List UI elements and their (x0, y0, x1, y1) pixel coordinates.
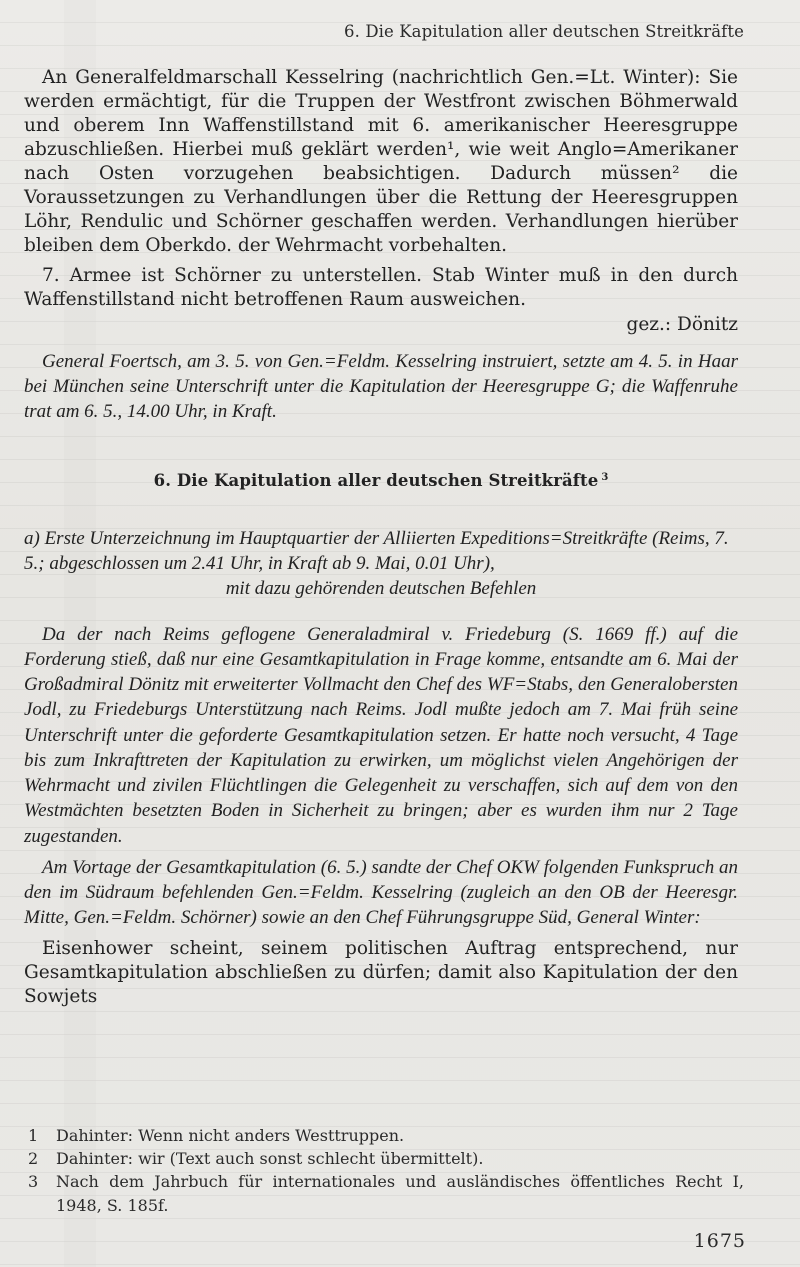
subsection-a-title-part-1: a) Erste Unterzeichnung im Hauptquartier der Alliierten Expeditions=Streitkräfte (Reims, 7. 5.; abgeschlossen um 2.41 Uhr, in Kraft ab 9. Mai, 0.01 Uhr), (24, 527, 729, 575)
page-number: 1675 (693, 1230, 746, 1252)
signature-line: gez.: Dönitz (626, 314, 738, 336)
section-title-footnote-marker: 3 (601, 471, 609, 483)
italic-paragraph-2: Am Vortage der Gesamtkapitulation (6. 5.) sandte der Chef OKW folgenden Funkspruch an den im Südraum befehlenden Gen.=Feldm. Kesselring (zugleich an den OB der Heeresgr. Mitte, Gen.=Feldm. Schörner) sowie an den Chef Führungsgruppe Süd, General Winter: (24, 856, 738, 929)
section-title (24, 470, 738, 491)
section-title-text: 6. Die Kapitulation aller deutschen Streitkräfte (153, 471, 599, 491)
footnote-text: Dahinter: Wenn nicht anders Westtruppen. (56, 1126, 405, 1145)
paragraph-2: 7. Armee ist Schörner zu unterstellen. Stab Winter muß in den durch Waffenstillstand nicht betroffenen Raum ausweichen. (24, 265, 738, 311)
paragraph-1: An Generalfeldmarschall Kesselring (nachrichtlich Gen.=Lt. Winter): Sie werden ermächtigt, für die Truppen der Westfront zwischen Böhmerwald und oberem Inn Waffenstillstand mit 6. amerikanischer Heeresgruppe abzuschließen. Hierbei muß geklärt werden¹, wie weit Anglo=Amerikaner nach Osten vorzugehen beabsichtigen. Dadurch müssen² die Voraussetzungen zu Verhandlungen über die Rettung der Heeresgruppen Löhr, Rendulic und Schörner geschaffen werden. Verhandlungen hierüber bleiben dem Oberkdo. der Wehrmacht vorbehalten. (24, 67, 738, 257)
footnote-3 (28, 1170, 744, 1216)
footnotes (28, 1124, 744, 1217)
italic-paragraph-1: Da der nach Reims geflogene Generaladmiral v. Friedeburg (S. 1669 ff.) auf die Forderung stieß, daß nur eine Gesamtkapitulation in Frage komme, entsandte am 6. Mai der Großadmiral Dönitz mit erweiterter Vollmacht den Chef des WF=Stabs, den Generalobersten Jodl, zu Friedeburgs Unterstützung nach Reims. Jodl mußte jedoch am 7. Mai früh seine Unterschrift unter die geforderte Gesamtkapitulation setzen. Er hatte noch versucht, 4 Tage bis zum Inkrafttreten der Kapitulation zu erwirken, um möglichst vielen Angehörigen der Wehrmacht und zivilen Flüchtlingen die Gelegenheit zu verschaffen, sich auf dem von den Westmächten besetzten Boden in Sicherheit zu bringen; aber es wurden ihm nur 2 Tage zugestanden. (24, 623, 738, 847)
footnote-number: 1 (28, 1126, 39, 1145)
footnote-text: Nach dem Jahrbuch für internationales und ausländisches öffentliches Recht I, 1948, S. 185f. (56, 1172, 744, 1215)
subsection-a-title (24, 526, 738, 602)
running-header: 6. Die Kapitulation aller deutschen Streitkräfte (344, 22, 744, 41)
paragraph-3: Eisenhower scheint, seinem politischen Auftrag entsprechend, nur Gesamtkapitulation abschließen zu dürfen; damit also Kapitulation der den Sowjets (24, 937, 738, 1007)
footnote-text: Dahinter: wir (Text auch sonst schlecht übermittelt). (56, 1149, 484, 1169)
footnote-2 (28, 1147, 744, 1170)
footnote-number: 2 (28, 1149, 39, 1169)
main-text-block (24, 66, 738, 1009)
footnote-number: 3 (28, 1172, 39, 1192)
footnote-1 (28, 1124, 744, 1147)
italic-note: General Foertsch, am 3. 5. von Gen.=Feldm. Kesselring instruiert, setzte am 4. 5. in Haar bei München seine Unterschrift unter die Kapitulation der Heeresgruppe G; die Waffenruhe trat am 6. 5., 14.00 Uhr, in Kraft. (24, 350, 738, 423)
subsection-a-title-part-2: mit dazu gehörenden deutschen Befehlen (225, 578, 537, 600)
